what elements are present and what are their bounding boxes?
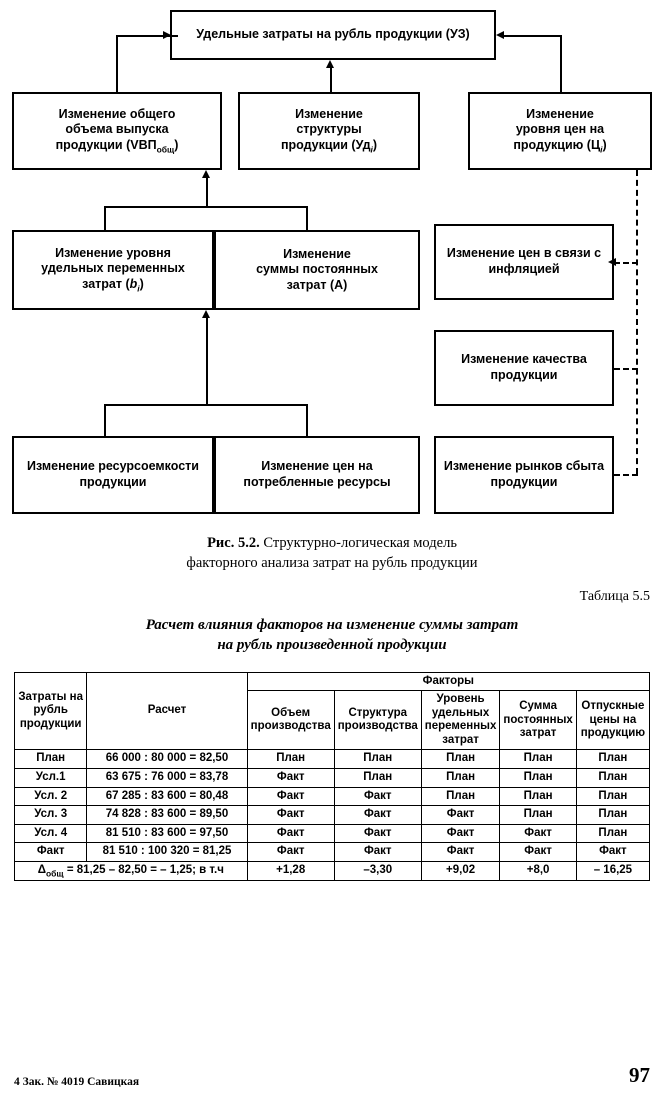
row-factor: План <box>576 750 649 769</box>
row-label: План <box>15 750 87 769</box>
table-row <box>15 750 650 769</box>
row-label: Усл. 4 <box>15 824 87 843</box>
row-factor: План <box>421 769 500 788</box>
figure-caption-label: Рис. 5.2. <box>207 535 260 551</box>
table-header-row <box>15 672 650 691</box>
connector-line <box>560 35 562 92</box>
node-sales-markets-change <box>434 436 614 514</box>
node-product-quality-change <box>434 330 614 406</box>
connector-line <box>206 318 208 406</box>
node-consumed-resource-price-change <box>214 436 420 514</box>
row-factor: Факт <box>247 824 334 843</box>
row-factor: Факт <box>334 806 421 825</box>
total-factor: +1,28 <box>247 861 334 880</box>
table-row <box>15 806 650 825</box>
table-total-row <box>15 861 650 880</box>
node-resource-intensity-change <box>12 436 214 514</box>
table-row <box>15 824 650 843</box>
row-factor: Факт <box>334 843 421 862</box>
row-factor: Факт <box>334 824 421 843</box>
row-calc: 81 510 : 83 600 = 97,50 <box>87 824 247 843</box>
node-unit-costs <box>170 10 496 60</box>
table-title <box>0 615 664 656</box>
connector-line <box>306 206 308 230</box>
connector-dashed-horizontal <box>614 368 638 370</box>
arrow-head <box>496 31 504 39</box>
row-factor: Факт <box>421 824 500 843</box>
header-factor-volume: Объем производства <box>247 691 334 750</box>
figure-caption-line1: Структурно-логическая модель <box>263 535 457 551</box>
arrow-head <box>326 60 334 68</box>
row-calc: 81 510 : 100 320 = 81,25 <box>87 843 247 862</box>
row-label: Усл. 2 <box>15 787 87 806</box>
connector-line <box>306 404 308 436</box>
connector-line <box>206 178 208 208</box>
arrow-head <box>608 258 616 266</box>
footer-imprint: 4 Зак. № 4019 Савицкая <box>14 1076 140 1088</box>
delta-symbol: $\Delta_{общ}$ <box>37 863 64 879</box>
node-structure-change <box>238 92 420 170</box>
row-factor: Факт <box>576 843 649 862</box>
row-factor: План <box>500 787 576 806</box>
row-factor: План <box>247 750 334 769</box>
node-resource-intensity-change-label: Изменение ресурсоемкости продукции <box>27 459 199 489</box>
connector-dashed-horizontal <box>614 474 638 476</box>
row-factor: План <box>334 769 421 788</box>
node-variable-cost-level-change-label: Изменение уровня удельных переменных затрат $(b_i)$ <box>41 245 185 294</box>
node-price-level-change-label: Изменение уровня цен на продукцию $(Ц_i)$ <box>513 106 607 155</box>
row-factor: План <box>576 769 649 788</box>
arrow-head <box>202 310 210 318</box>
diagram-structural-logical-model <box>0 0 664 528</box>
arrow-head <box>202 170 210 178</box>
table-row <box>15 769 650 788</box>
row-factor: Факт <box>421 806 500 825</box>
total-row-label <box>15 861 248 880</box>
node-output-volume-change <box>12 92 222 170</box>
row-factor: Факт <box>421 843 500 862</box>
table-number: Таблица 5.5 <box>579 589 650 605</box>
row-factor: Факт <box>247 769 334 788</box>
row-calc: 67 285 : 83 600 = 80,48 <box>87 787 247 806</box>
connector-line <box>504 35 562 37</box>
row-factor: Факт <box>247 806 334 825</box>
connector-dashed-vertical <box>636 170 638 474</box>
node-price-level-change <box>468 92 652 170</box>
total-factor: –3,30 <box>334 861 421 880</box>
row-factor: План <box>576 806 649 825</box>
node-fixed-cost-sum-change <box>214 230 420 310</box>
node-output-volume-change-label: Изменение общего объема выпуска продукции $(VВП_{общ})$ <box>55 106 179 155</box>
table-row <box>15 843 650 862</box>
row-calc: 74 828 : 83 600 = 89,50 <box>87 806 247 825</box>
figure-caption <box>0 534 664 573</box>
row-label: Усл.1 <box>15 769 87 788</box>
row-factor: Факт <box>334 787 421 806</box>
header-factor-fixed-costs: Сумма постоянных затрат <box>500 691 576 750</box>
page-footer <box>0 1063 664 1088</box>
row-factor: План <box>500 769 576 788</box>
header-factor-selling-prices: Отпускные цены на продукцию <box>576 691 649 750</box>
row-factor: Факт <box>500 843 576 862</box>
row-factor: План <box>334 750 421 769</box>
total-factor: – 16,25 <box>576 861 649 880</box>
connector-line <box>104 404 106 436</box>
row-factor: План <box>576 824 649 843</box>
row-factor: План <box>421 787 500 806</box>
row-factor: Факт <box>247 843 334 862</box>
row-calc: 63 675 : 76 000 = 83,78 <box>87 769 247 788</box>
table-row <box>15 787 650 806</box>
row-factor: Факт <box>247 787 334 806</box>
figure-caption-line2: факторного анализа затрат на рубль продукции <box>186 554 478 571</box>
connector-dashed-horizontal <box>614 262 638 264</box>
row-label: Факт <box>15 843 87 862</box>
connector-line <box>116 35 118 92</box>
total-factor: +9,02 <box>421 861 500 880</box>
factor-analysis-table <box>14 672 650 882</box>
node-inflation-price-change-label: Изменение цен в связи с инфляцией <box>446 246 602 276</box>
node-structure-change-label: Изменение структуры продукции $(Уд_i)$ <box>280 106 378 155</box>
page-number: 97 <box>629 1063 650 1087</box>
header-cost-per-ruble: Затраты на рубль продукции <box>15 672 87 750</box>
connector-line <box>330 68 332 92</box>
total-factor: +8,0 <box>500 861 576 880</box>
node-consumed-resource-price-change-label: Изменение цен на потребленные ресурсы <box>243 459 391 489</box>
node-sales-markets-change-label: Изменение рынков сбыта продукции <box>443 459 605 489</box>
row-factor: Факт <box>500 824 576 843</box>
row-factor: План <box>421 750 500 769</box>
arrow-head <box>163 31 171 39</box>
row-calc: 66 000 : 80 000 = 82,50 <box>87 750 247 769</box>
node-unit-costs-label: Удельные затраты на рубль продукции (УЗ) <box>196 27 470 42</box>
connector-line <box>104 206 106 230</box>
row-label: Усл. 3 <box>15 806 87 825</box>
node-variable-cost-level-change <box>12 230 214 310</box>
header-factor-variable-costs: Уровень удельных переменных затрат <box>421 691 500 750</box>
header-factors-group: Факторы <box>247 672 649 691</box>
row-factor: План <box>576 787 649 806</box>
header-calculation: Расчет <box>87 672 247 750</box>
total-row-calc: = 81,25 – 82,50 = – 1,25; в т.ч <box>66 863 224 876</box>
table-title-line2: на рубль произведенной продукции <box>217 637 447 654</box>
row-factor: План <box>500 806 576 825</box>
row-factor: План <box>500 750 576 769</box>
table-title-line1: Расчет влияния факторов на изменение суммы затрат <box>145 617 519 634</box>
node-product-quality-change-label: Изменение качества продукции <box>461 352 587 382</box>
header-factor-structure: Структура производства <box>334 691 421 750</box>
node-inflation-price-change <box>434 224 614 300</box>
node-fixed-cost-sum-change-label: Изменение суммы постоянных затрат (А) <box>256 246 378 292</box>
